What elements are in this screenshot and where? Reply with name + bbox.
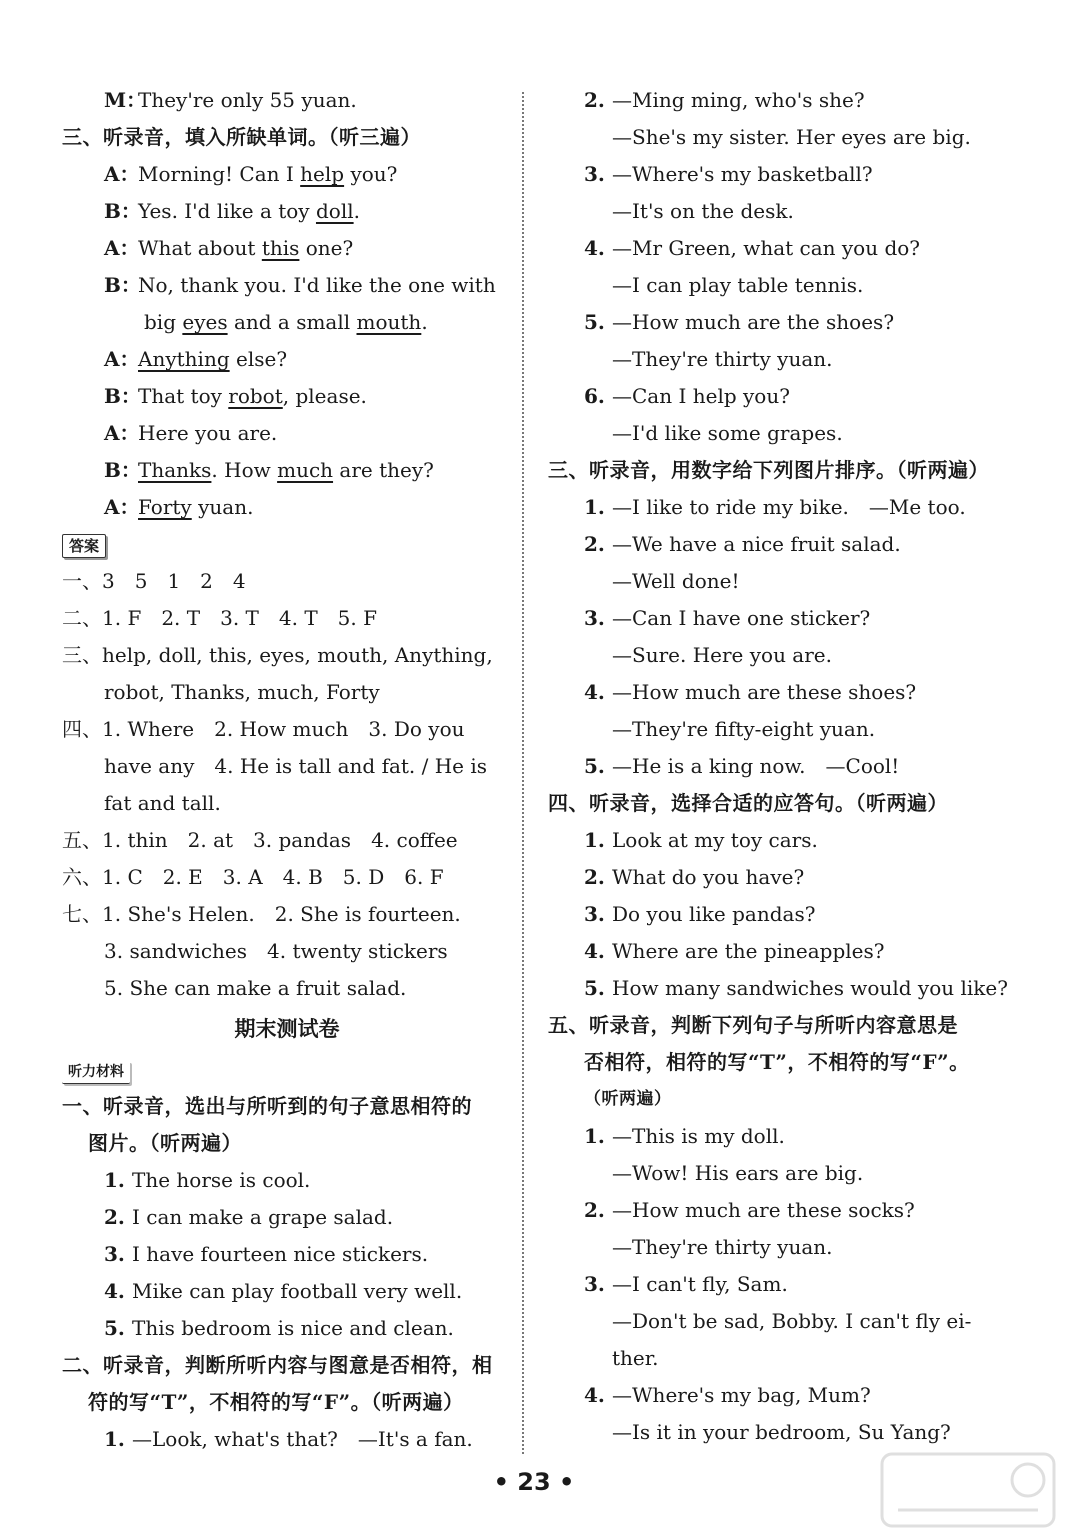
list-item [548, 378, 1018, 415]
dialog-line [62, 156, 512, 193]
list-item [548, 1118, 1018, 1155]
item-number: 2. [584, 1198, 605, 1222]
item-number: 4. [584, 1383, 605, 1407]
item-text: —How much are these shoes? [612, 680, 917, 704]
list-item [548, 711, 1018, 748]
item-text: Look at my toy cars. [612, 828, 818, 852]
item-text: —Ming ming, who's she? [612, 88, 865, 112]
dialog-text: That toy [138, 384, 229, 408]
item-text: —This is my doll. [612, 1124, 785, 1148]
list-item [548, 415, 1018, 452]
list-item [548, 933, 1018, 970]
item-number: 2. [584, 865, 605, 889]
item-text: —We have a nice fruit salad. [612, 532, 901, 556]
dialog-text: . How [211, 458, 278, 482]
left-column [62, 82, 512, 1458]
list-item [548, 1303, 1018, 1340]
section-heading-4: 四、听录音，选择合适的应答句。（听两遍） [548, 791, 948, 815]
dialog-line [62, 378, 512, 415]
item-number: 2. [584, 532, 605, 556]
item-text: —Can I have one sticker? [612, 606, 871, 630]
item-number: 1. [104, 1168, 125, 1192]
speaker-label: B： [104, 384, 141, 408]
section-2-items-cont [548, 82, 1018, 452]
speaker-label: A： [104, 347, 140, 371]
answer-word: eyes [182, 310, 228, 334]
section-heading-1-cont: 图片。（听两遍） [88, 1131, 242, 1155]
answer-word: much [277, 458, 334, 482]
item-number: 1. [584, 1124, 605, 1148]
item-number: 5. [104, 1316, 125, 1340]
item-text: —Look, what's that? —It's a fan. [132, 1427, 473, 1451]
answer-word: help [300, 162, 345, 186]
list-item [548, 859, 1018, 896]
item-text: I can make a grape salad. [132, 1205, 394, 1229]
item-number: 5. [584, 976, 605, 1000]
list-item [548, 674, 1018, 711]
item-number: 2. [104, 1205, 125, 1229]
list-item [62, 1236, 512, 1273]
answer-word: mouth [356, 310, 422, 334]
list-item [548, 82, 1018, 119]
list-item [548, 970, 1018, 1007]
section-4-items [548, 822, 1018, 1007]
item-text: —Can I help you? [612, 384, 790, 408]
answer-line: 七、1. She's Helen. 2. She is fourteen. [62, 902, 461, 926]
item-text: ther. [612, 1346, 659, 1370]
dialog-text: and a small [227, 310, 357, 334]
answer-line: fat and tall. [104, 791, 221, 815]
answer-word: Thanks [138, 458, 212, 482]
item-number: 1. [104, 1427, 125, 1451]
answer-tag: 答案 [62, 534, 106, 558]
item-text: —It's on the desk. [612, 199, 794, 223]
list-item [548, 267, 1018, 304]
watermark-logo [878, 1450, 1058, 1530]
answer-line: 5. She can make a fruit salad. [104, 976, 407, 1000]
answer-word: this [261, 236, 300, 260]
answer-line: 六、1. C 2. E 3. A 4. B 5. D 6. F [62, 865, 444, 889]
item-number: 4. [584, 939, 605, 963]
item-text: I have fourteen nice stickers. [132, 1242, 429, 1266]
answer-list [62, 563, 512, 1007]
item-text: —How much are the shoes? [612, 310, 895, 334]
speaker-label: B： [104, 458, 141, 482]
answer-line: 一、3 5 1 2 4 [62, 569, 246, 593]
item-text: —Well done! [612, 569, 740, 593]
dialog-text: No, thank you. I'd like the one with [138, 273, 496, 297]
list-item [62, 1199, 512, 1236]
list-item [548, 156, 1018, 193]
item-text: —Is it in your bedroom, Su Yang? [612, 1420, 951, 1444]
dialog-text: big [144, 310, 183, 334]
item-number: 5. [584, 310, 605, 334]
answer-word: robot [228, 384, 283, 408]
dialog-text: you? [344, 162, 398, 186]
section-heading-2: 二、听录音，判断所听内容与图意是否相符，相 [62, 1353, 493, 1377]
answer-line: have any 4. He is tall and fat. / He is [104, 754, 488, 778]
dialog-text: Yes. I'd like a toy [138, 199, 316, 223]
list-item [62, 1421, 512, 1458]
item-text: What do you have? [612, 865, 805, 889]
list-item [548, 1266, 1018, 1303]
list-item [548, 304, 1018, 341]
item-text: —They're thirty yuan. [612, 1235, 833, 1259]
column-divider [522, 92, 524, 1454]
right-column [548, 82, 1018, 1451]
answer-line: 二、1. F 2. T 3. T 4. T 5. F [62, 606, 377, 630]
item-number: 4. [584, 680, 605, 704]
speaker-label: B： [104, 199, 141, 223]
list-item [548, 341, 1018, 378]
dialog-text: yuan. [191, 495, 254, 519]
list-item [548, 489, 1018, 526]
answer-line: 四、1. Where 2. How much 3. Do you [62, 717, 465, 741]
item-number: 3. [584, 1272, 605, 1296]
list-item [548, 748, 1018, 785]
item-text: —How much are these socks? [612, 1198, 915, 1222]
list-item [62, 1310, 512, 1347]
dialog-text: Morning! Can I [138, 162, 301, 186]
list-item [62, 1162, 512, 1199]
speaker-label: A： [104, 421, 140, 445]
item-text: Mike can play football very well. [132, 1279, 463, 1303]
dialog-text: one? [299, 236, 354, 260]
item-text: —Sure. Here you are. [612, 643, 832, 667]
item-text: —Wow! His ears are big. [612, 1161, 864, 1185]
dialog-text: They're only 55 yuan. [138, 88, 357, 112]
dialog-line [62, 82, 512, 119]
answer-line: 五、1. thin 2. at 3. pandas 4. coffee [62, 828, 458, 852]
fill-in-dialog [62, 156, 512, 526]
item-number: 3. [104, 1242, 125, 1266]
answer-line: 三、help, doll, this, eyes, mouth, Anything, [62, 643, 493, 667]
list-item [548, 600, 1018, 637]
list-item [548, 896, 1018, 933]
listening-material-tag: 听力材料 [62, 1061, 130, 1084]
section-heading-5: 五、听录音，判断下列句子与所听内容意思是 [548, 1013, 958, 1037]
dialog-line [62, 415, 512, 452]
item-text: —She's my sister. Her eyes are big. [612, 125, 971, 149]
item-number: 4. [104, 1279, 125, 1303]
dialog-line [62, 193, 512, 230]
speaker-label: A： [104, 236, 140, 260]
list-item [548, 1340, 1018, 1377]
list-item [548, 822, 1018, 859]
list-item [548, 119, 1018, 156]
list-item [62, 1273, 512, 1310]
list-item [548, 563, 1018, 600]
item-text: —Don't be sad, Bobby. I can't fly ei- [612, 1309, 972, 1333]
list-item [548, 637, 1018, 674]
item-text: —I'd like some grapes. [612, 421, 843, 445]
item-number: 2. [584, 88, 605, 112]
page-number: • 23 • [493, 1468, 575, 1496]
dialog-text: Here you are. [138, 421, 278, 445]
list-item [548, 1377, 1018, 1414]
answer-line: 3. sandwiches 4. twenty stickers [104, 939, 448, 963]
item-text: —I like to ride my bike. —Me too. [612, 495, 966, 519]
section-heading-3-right: 三、听录音，用数字给下列图片排序。（听两遍） [548, 458, 989, 482]
item-text: Do you like pandas? [612, 902, 816, 926]
item-text: This bedroom is nice and clean. [132, 1316, 454, 1340]
item-number: 4. [584, 236, 605, 260]
dialog-text: What about [138, 236, 262, 260]
list-item [548, 526, 1018, 563]
dialog-text: , please. [282, 384, 367, 408]
speaker-label: A： [104, 162, 140, 186]
dialog-line [62, 489, 512, 526]
item-text: How many sandwiches would you like? [612, 976, 1008, 1000]
speaker-label: M： [104, 88, 147, 112]
section-heading-3: 三、听录音，填入所缺单词。（听三遍） [62, 125, 421, 149]
exam-title: 期末测试卷 [234, 1017, 340, 1041]
item-text: —They're thirty yuan. [612, 347, 833, 371]
item-number: 6. [584, 384, 605, 408]
list-item [548, 1155, 1018, 1192]
speaker-label: B： [104, 273, 141, 297]
item-text: —I can play table tennis. [612, 273, 864, 297]
item-number: 1. [584, 828, 605, 852]
dialog-line [62, 230, 512, 267]
section-heading-1: 一、听录音，选出与所听到的句子意思相符的 [62, 1094, 472, 1118]
dialog-text: are they? [333, 458, 434, 482]
dialog-text: . [421, 310, 428, 334]
item-text: The horse is cool. [132, 1168, 311, 1192]
list-item [548, 1414, 1018, 1451]
section-heading-2-cont: 符的写“T”，不相符的写“F”。（听两遍） [88, 1390, 464, 1414]
dialog-line [62, 341, 512, 378]
section-heading-5-note: （听两遍） [584, 1089, 672, 1109]
section-heading-5-cont: 否相符，相符的写“T”，不相符的写“F”。 [584, 1050, 970, 1074]
dialog-text: . [353, 199, 360, 223]
item-text: —Where's my bag, Mum? [612, 1383, 871, 1407]
answer-word: doll [315, 199, 354, 223]
item-text: —Where's my basketball? [612, 162, 873, 186]
item-number: 1. [584, 495, 605, 519]
answer-word: Anything [138, 347, 230, 371]
item-number: 3. [584, 162, 605, 186]
answer-word: Forty [138, 495, 192, 519]
item-number: 3. [584, 902, 605, 926]
list-item [548, 1229, 1018, 1266]
section-1-items [62, 1162, 512, 1347]
item-text: —Mr Green, what can you do? [612, 236, 921, 260]
speaker-label: A： [104, 495, 140, 519]
item-number: 5. [584, 754, 605, 778]
list-item [548, 1192, 1018, 1229]
dialog-line [62, 452, 512, 489]
dialog-line [62, 304, 512, 341]
item-text: Where are the pineapples? [612, 939, 885, 963]
dialog-line [62, 267, 512, 304]
dialog-text: else? [229, 347, 288, 371]
section-5-items [548, 1118, 1018, 1451]
item-text: —I can't fly, Sam. [612, 1272, 788, 1296]
list-item [548, 230, 1018, 267]
list-item [548, 193, 1018, 230]
item-text: —They're fifty-eight yuan. [612, 717, 876, 741]
item-text: —He is a king now. —Cool! [612, 754, 900, 778]
answer-line: robot, Thanks, much, Forty [104, 680, 380, 704]
item-number: 3. [584, 606, 605, 630]
section-3-items [548, 489, 1018, 785]
